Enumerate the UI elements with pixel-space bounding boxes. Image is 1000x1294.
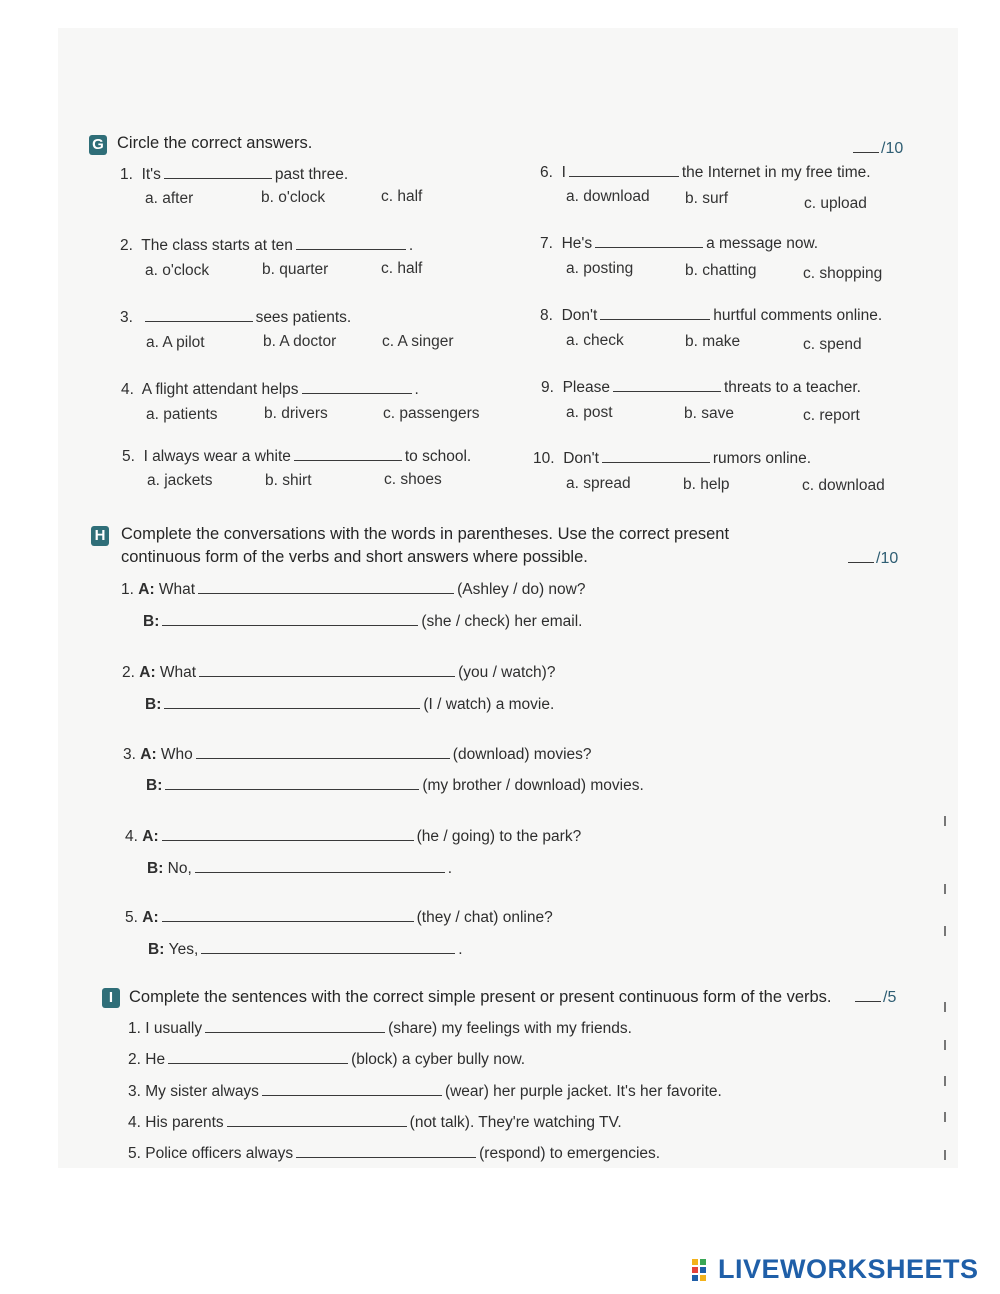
verb-hint: (she / check) her email. (421, 613, 583, 630)
h-conversation-1-a (121, 581, 585, 599)
answer-blank[interactable] (302, 381, 412, 394)
g-question-3 (120, 309, 351, 327)
h-conversation-4-b (147, 860, 452, 878)
score-total: /10 (876, 550, 899, 567)
question-text: What (159, 664, 197, 681)
verb-hint: (wear) her purple jacket. It's her favorite. (444, 1083, 722, 1100)
score-total: /10 (881, 140, 904, 157)
g6-option-b[interactable]: b. surf (685, 190, 729, 207)
speaker-a: A: (142, 909, 159, 926)
g1-option-a[interactable]: a. after (145, 190, 194, 207)
section-g-badge: G (89, 135, 107, 155)
i-sentence-4 (128, 1114, 622, 1132)
g-question-1 (120, 166, 348, 184)
i-sentence-1 (128, 1020, 632, 1038)
g-question-2 (120, 237, 413, 255)
g7-option-c[interactable]: c. shopping (803, 265, 883, 282)
g8-option-a[interactable]: a. check (566, 332, 624, 349)
question-text: It's (141, 166, 161, 183)
g9-option-b[interactable]: b. save (684, 405, 734, 422)
g6-option-a[interactable]: a. download (566, 188, 650, 205)
question-number: 2. (122, 664, 135, 681)
g9-option-c[interactable]: c. report (803, 407, 860, 424)
question-number: 4. (125, 828, 138, 845)
answer-blank[interactable] (201, 941, 455, 954)
h-conversation-5-a (125, 909, 553, 927)
h-conversation-5-b (148, 941, 463, 959)
question-number: 3. (128, 1083, 141, 1100)
speaker-a: A: (142, 828, 159, 845)
verb-hint: (he / going) to the park? (416, 828, 582, 845)
i-sentence-2 (128, 1051, 525, 1069)
g3-option-a[interactable]: a. A pilot (146, 334, 205, 351)
section-g-title: Circle the correct answers. (117, 134, 313, 152)
h-conversation-2-b (145, 696, 554, 714)
h-conversation-3-a (123, 746, 592, 764)
question-number: 5. (125, 909, 138, 926)
margin-mark (944, 1112, 946, 1122)
verb-hint: (respond) to emergencies. (479, 1145, 661, 1162)
speaker-b: B: (145, 696, 162, 713)
answer-blank[interactable] (613, 379, 721, 392)
speaker-a: A: (139, 664, 156, 681)
question-number: 4. (121, 381, 134, 398)
question-text: sees patients. (255, 309, 352, 326)
g10-option-a[interactable]: a. spread (566, 475, 631, 492)
g3-option-b[interactable]: b. A doctor (263, 333, 337, 350)
g4-option-a[interactable]: a. patients (146, 406, 218, 423)
section-i-badge: I (102, 988, 120, 1008)
question-text: I (561, 164, 566, 181)
question-text: I always wear a white (143, 448, 291, 465)
g2-option-b[interactable]: b. quarter (262, 261, 329, 278)
question-text: past three. (274, 166, 349, 183)
margin-mark (944, 926, 946, 936)
question-text: A flight attendant helps (141, 381, 299, 398)
answer-blank[interactable] (165, 777, 419, 790)
g1-option-b[interactable]: b. o'clock (261, 189, 326, 206)
g5-option-c[interactable]: c. shoes (384, 471, 442, 488)
question-number: 2. (120, 237, 133, 254)
section-i-score (855, 989, 896, 1007)
question-text: I usually (145, 1020, 203, 1037)
speaker-b: B: (147, 860, 164, 877)
g-question-7 (540, 235, 818, 253)
g-question-9 (541, 379, 861, 397)
question-text: Don't (563, 450, 599, 467)
answer-blank[interactable] (162, 828, 414, 841)
i-sentence-3 (128, 1083, 722, 1101)
answer-blank[interactable] (162, 613, 418, 626)
score-blank[interactable] (853, 140, 879, 153)
question-number: 1. (121, 581, 134, 598)
h-conversation-1-b (143, 613, 582, 631)
margin-mark (944, 1040, 946, 1050)
verb-hint: (block) a cyber bully now. (351, 1051, 526, 1068)
score-blank[interactable] (848, 550, 874, 563)
question-text: He's (561, 235, 593, 252)
question-text: Don't (561, 307, 598, 324)
h-conversation-3-b (146, 777, 644, 795)
g1-option-c[interactable]: c. half (381, 188, 423, 205)
g-question-10 (533, 450, 811, 468)
g3-option-c[interactable]: c. A singer (382, 333, 454, 350)
question-number: 1. (128, 1020, 141, 1037)
section-i-title: Complete the sentences with the correct simple present or present continuous form of the verbs. (129, 988, 832, 1006)
g-question-8 (540, 307, 882, 325)
g8-option-c[interactable]: c. spend (803, 336, 862, 353)
speaker-b: B: (148, 941, 165, 958)
verb-hint: (download) movies? (452, 746, 592, 763)
g4-option-c[interactable]: c. passengers (383, 405, 480, 422)
question-text: rumors online. (712, 450, 812, 467)
g10-option-c[interactable]: c. download (802, 477, 885, 494)
question-text: a message now. (706, 235, 819, 252)
answer-blank[interactable] (145, 309, 253, 322)
section-h-title-line-1: Complete the conversations with the words in parentheses. Use the correct present (121, 525, 730, 543)
answer-blank[interactable] (600, 307, 710, 320)
question-number: 1. (120, 166, 133, 183)
short-answer-start: No, (167, 860, 192, 877)
verb-hint: (they / chat) online? (416, 909, 553, 926)
answer-blank[interactable] (162, 909, 414, 922)
speaker-b: B: (146, 777, 163, 794)
g-question-4 (121, 381, 419, 399)
question-text: His parents (145, 1114, 224, 1131)
g7-option-a[interactable]: a. posting (566, 260, 634, 277)
g2-option-a[interactable]: a. o'clock (145, 262, 210, 279)
h-conversation-4-a (125, 828, 581, 846)
g5-option-a[interactable]: a. jackets (147, 472, 213, 489)
answer-blank[interactable] (296, 237, 406, 250)
section-h-title-line-2: continuous form of the verbs and short answers where possible. (121, 548, 588, 566)
answer-blank[interactable] (195, 860, 445, 873)
liveworksheets-logo[interactable]: LIVEWORKSHEETS (718, 1254, 979, 1284)
answer-blank[interactable] (196, 746, 450, 759)
question-text: He (145, 1051, 166, 1068)
answer-blank[interactable] (205, 1020, 385, 1033)
question-number: 10. (533, 450, 555, 467)
question-number: 8. (540, 307, 553, 324)
question-text: The class starts at ten (141, 237, 293, 254)
question-text: . (414, 381, 419, 398)
h-conversation-2-a (122, 664, 555, 682)
section-h-badge: H (91, 526, 109, 546)
answer-blank[interactable] (296, 1145, 476, 1158)
answer-blank[interactable] (262, 1083, 442, 1096)
g-question-6 (540, 164, 871, 182)
g5-option-b[interactable]: b. shirt (265, 472, 312, 489)
margin-mark (944, 884, 946, 894)
punctuation: . (458, 941, 463, 958)
g6-option-c[interactable]: c. upload (804, 195, 867, 212)
answer-blank[interactable] (164, 166, 272, 179)
answer-blank[interactable] (164, 696, 420, 709)
question-number: 9. (541, 379, 554, 396)
g10-option-b[interactable]: b. help (683, 476, 730, 493)
question-text: . (408, 237, 414, 254)
answer-blank[interactable] (199, 664, 455, 677)
question-text: to school. (404, 448, 472, 465)
verb-hint: (my brother / download) movies. (422, 777, 644, 794)
punctuation: . (447, 860, 453, 877)
speaker-b: B: (143, 613, 160, 630)
section-g-score (853, 140, 903, 158)
answer-blank[interactable] (602, 450, 710, 463)
margin-mark (944, 1002, 946, 1012)
g9-option-a[interactable]: a. post (566, 404, 613, 421)
question-number: 5. (122, 448, 135, 465)
g2-option-c[interactable]: c. half (381, 260, 423, 277)
margin-mark (944, 1150, 946, 1160)
answer-blank[interactable] (569, 164, 679, 177)
question-number: 3. (120, 309, 133, 326)
margin-mark (944, 816, 946, 826)
question-text: What (158, 581, 196, 598)
answer-blank[interactable] (294, 448, 402, 461)
i-sentence-5 (128, 1145, 660, 1163)
margin-mark (944, 1076, 946, 1086)
answer-blank[interactable] (168, 1051, 348, 1064)
question-text: threats to a teacher. (723, 379, 861, 396)
verb-hint: (I / watch) a movie. (423, 696, 555, 713)
speaker-a: A: (138, 581, 155, 598)
verb-hint: (you / watch)? (458, 664, 556, 681)
question-text: My sister always (145, 1083, 259, 1100)
verb-hint: (Ashley / do) now? (457, 581, 586, 598)
section-h-score (848, 550, 898, 568)
question-text: the Internet in my free time. (681, 164, 871, 181)
question-text: Who (160, 746, 193, 763)
score-total: /5 (883, 989, 897, 1006)
question-number: 7. (540, 235, 553, 252)
answer-blank[interactable] (595, 235, 703, 248)
g8-option-b[interactable]: b. make (685, 333, 741, 350)
question-text: Police officers always (145, 1145, 294, 1162)
speaker-a: A: (140, 746, 157, 763)
verb-hint: (share) my feelings with my friends. (388, 1020, 632, 1037)
question-number: 6. (540, 164, 553, 181)
g7-option-b[interactable]: b. chatting (685, 262, 757, 279)
question-number: 2. (128, 1051, 141, 1068)
question-number: 3. (123, 746, 136, 763)
score-blank[interactable] (855, 989, 881, 1002)
g-question-5 (122, 448, 471, 466)
liveworksheets-logo-icon (692, 1259, 714, 1281)
g4-option-b[interactable]: b. drivers (264, 405, 328, 422)
answer-blank[interactable] (227, 1114, 407, 1127)
question-text: hurtful comments online. (713, 307, 883, 324)
question-number: 4. (128, 1114, 141, 1131)
question-number: 5. (128, 1145, 141, 1162)
verb-hint: (not talk). They're watching TV. (409, 1114, 622, 1131)
short-answer-start: Yes, (168, 941, 199, 958)
question-text: Please (562, 379, 610, 396)
answer-blank[interactable] (198, 581, 454, 594)
